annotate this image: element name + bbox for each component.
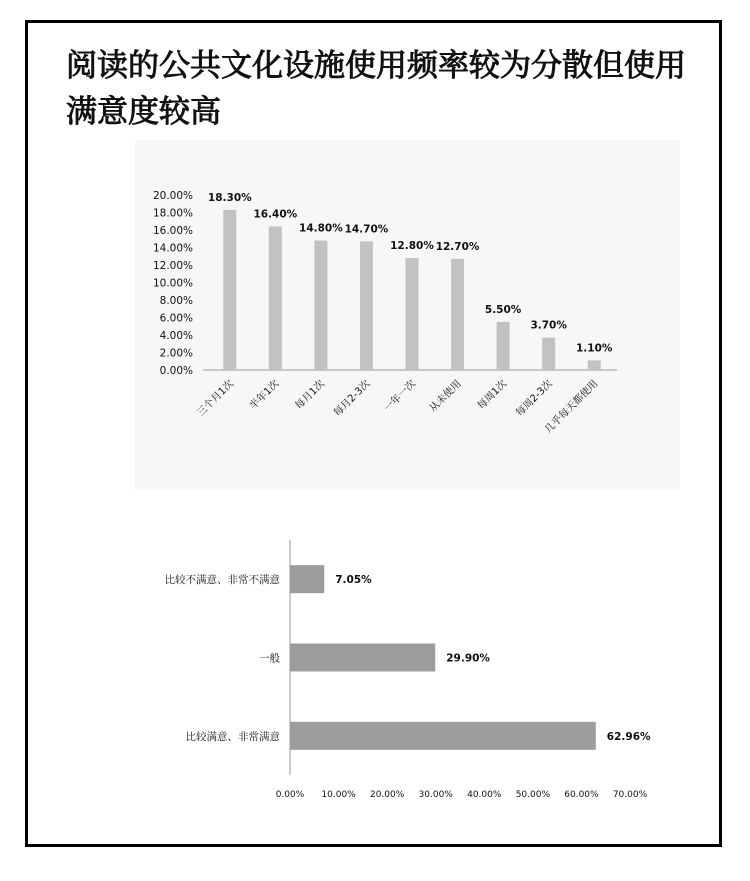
bar (360, 241, 373, 370)
data-label: 62.96% (606, 730, 651, 743)
x-tick-label: 几乎每天都使用 (543, 378, 601, 436)
y-tick-label: 8.00% (159, 295, 193, 307)
bar (451, 259, 464, 370)
bar (290, 722, 596, 750)
x-tick-label: 40.00% (467, 790, 502, 800)
data-label: 1.10% (576, 342, 613, 355)
x-tick-label: 0.00% (275, 790, 305, 800)
y-tick-label: 比较满意、非常满意 (185, 730, 280, 743)
y-tick-label: 14.00% (152, 242, 193, 255)
x-tick-label: 每周1次 (475, 378, 510, 412)
bar (542, 338, 555, 370)
bar (269, 227, 282, 371)
x-tick-label: 三个月1次 (195, 378, 236, 419)
bar (290, 565, 324, 593)
y-tick-label: 12.00% (152, 260, 193, 272)
bar (223, 210, 236, 370)
data-label: 14.70% (344, 223, 389, 236)
data-label: 3.70% (530, 319, 567, 332)
y-tick-label: 20.00% (152, 190, 193, 202)
y-tick-label: 18.00% (152, 207, 193, 220)
bar (588, 360, 601, 370)
bar (314, 241, 327, 371)
data-label: 7.05% (335, 574, 372, 587)
data-label: 5.50% (484, 303, 522, 316)
bar (497, 322, 510, 370)
x-tick-label: 从未使用 (427, 378, 464, 415)
x-tick-label: 60.00% (564, 790, 599, 800)
usage-frequency-bar-chart (135, 175, 635, 475)
x-tick-label: 30.00% (418, 790, 453, 800)
data-label: 12.80% (390, 240, 434, 252)
bar (290, 644, 435, 672)
x-tick-label: 10.00% (321, 790, 356, 800)
y-tick-label: 比较不满意、非常不满意 (164, 574, 280, 587)
data-label: 12.70% (435, 240, 480, 253)
x-tick-label: 每周2-3次 (514, 378, 555, 419)
data-label: 29.90% (446, 652, 490, 665)
y-tick-label: 6.00% (159, 312, 193, 325)
y-tick-label: 4.00% (159, 330, 193, 342)
data-label: 14.80% (299, 222, 343, 235)
data-label: 16.40% (253, 208, 298, 221)
x-tick-label: 20.00% (369, 790, 405, 800)
x-tick-label: 50.00% (515, 790, 551, 800)
data-label: 18.30% (207, 191, 252, 204)
x-tick-label: 每月2-3次 (332, 378, 373, 419)
page-title: 阅读的公共文化设施使用频率较为分散但使用满意度较高 (66, 48, 686, 130)
x-tick-label: 每月1次 (293, 378, 328, 412)
x-tick-label: 半年1次 (247, 378, 282, 412)
y-tick-label: 一般 (259, 652, 280, 665)
bar (406, 258, 419, 370)
x-tick-label: 70.00% (612, 790, 648, 800)
y-tick-label: 0.00% (159, 365, 193, 377)
y-tick-label: 10.00% (152, 277, 193, 290)
x-tick-label: 一年一次 (382, 378, 419, 415)
satisfaction-bar-chart (130, 535, 670, 805)
y-tick-label: 16.00% (152, 225, 193, 237)
y-tick-label: 2.00% (159, 347, 193, 360)
